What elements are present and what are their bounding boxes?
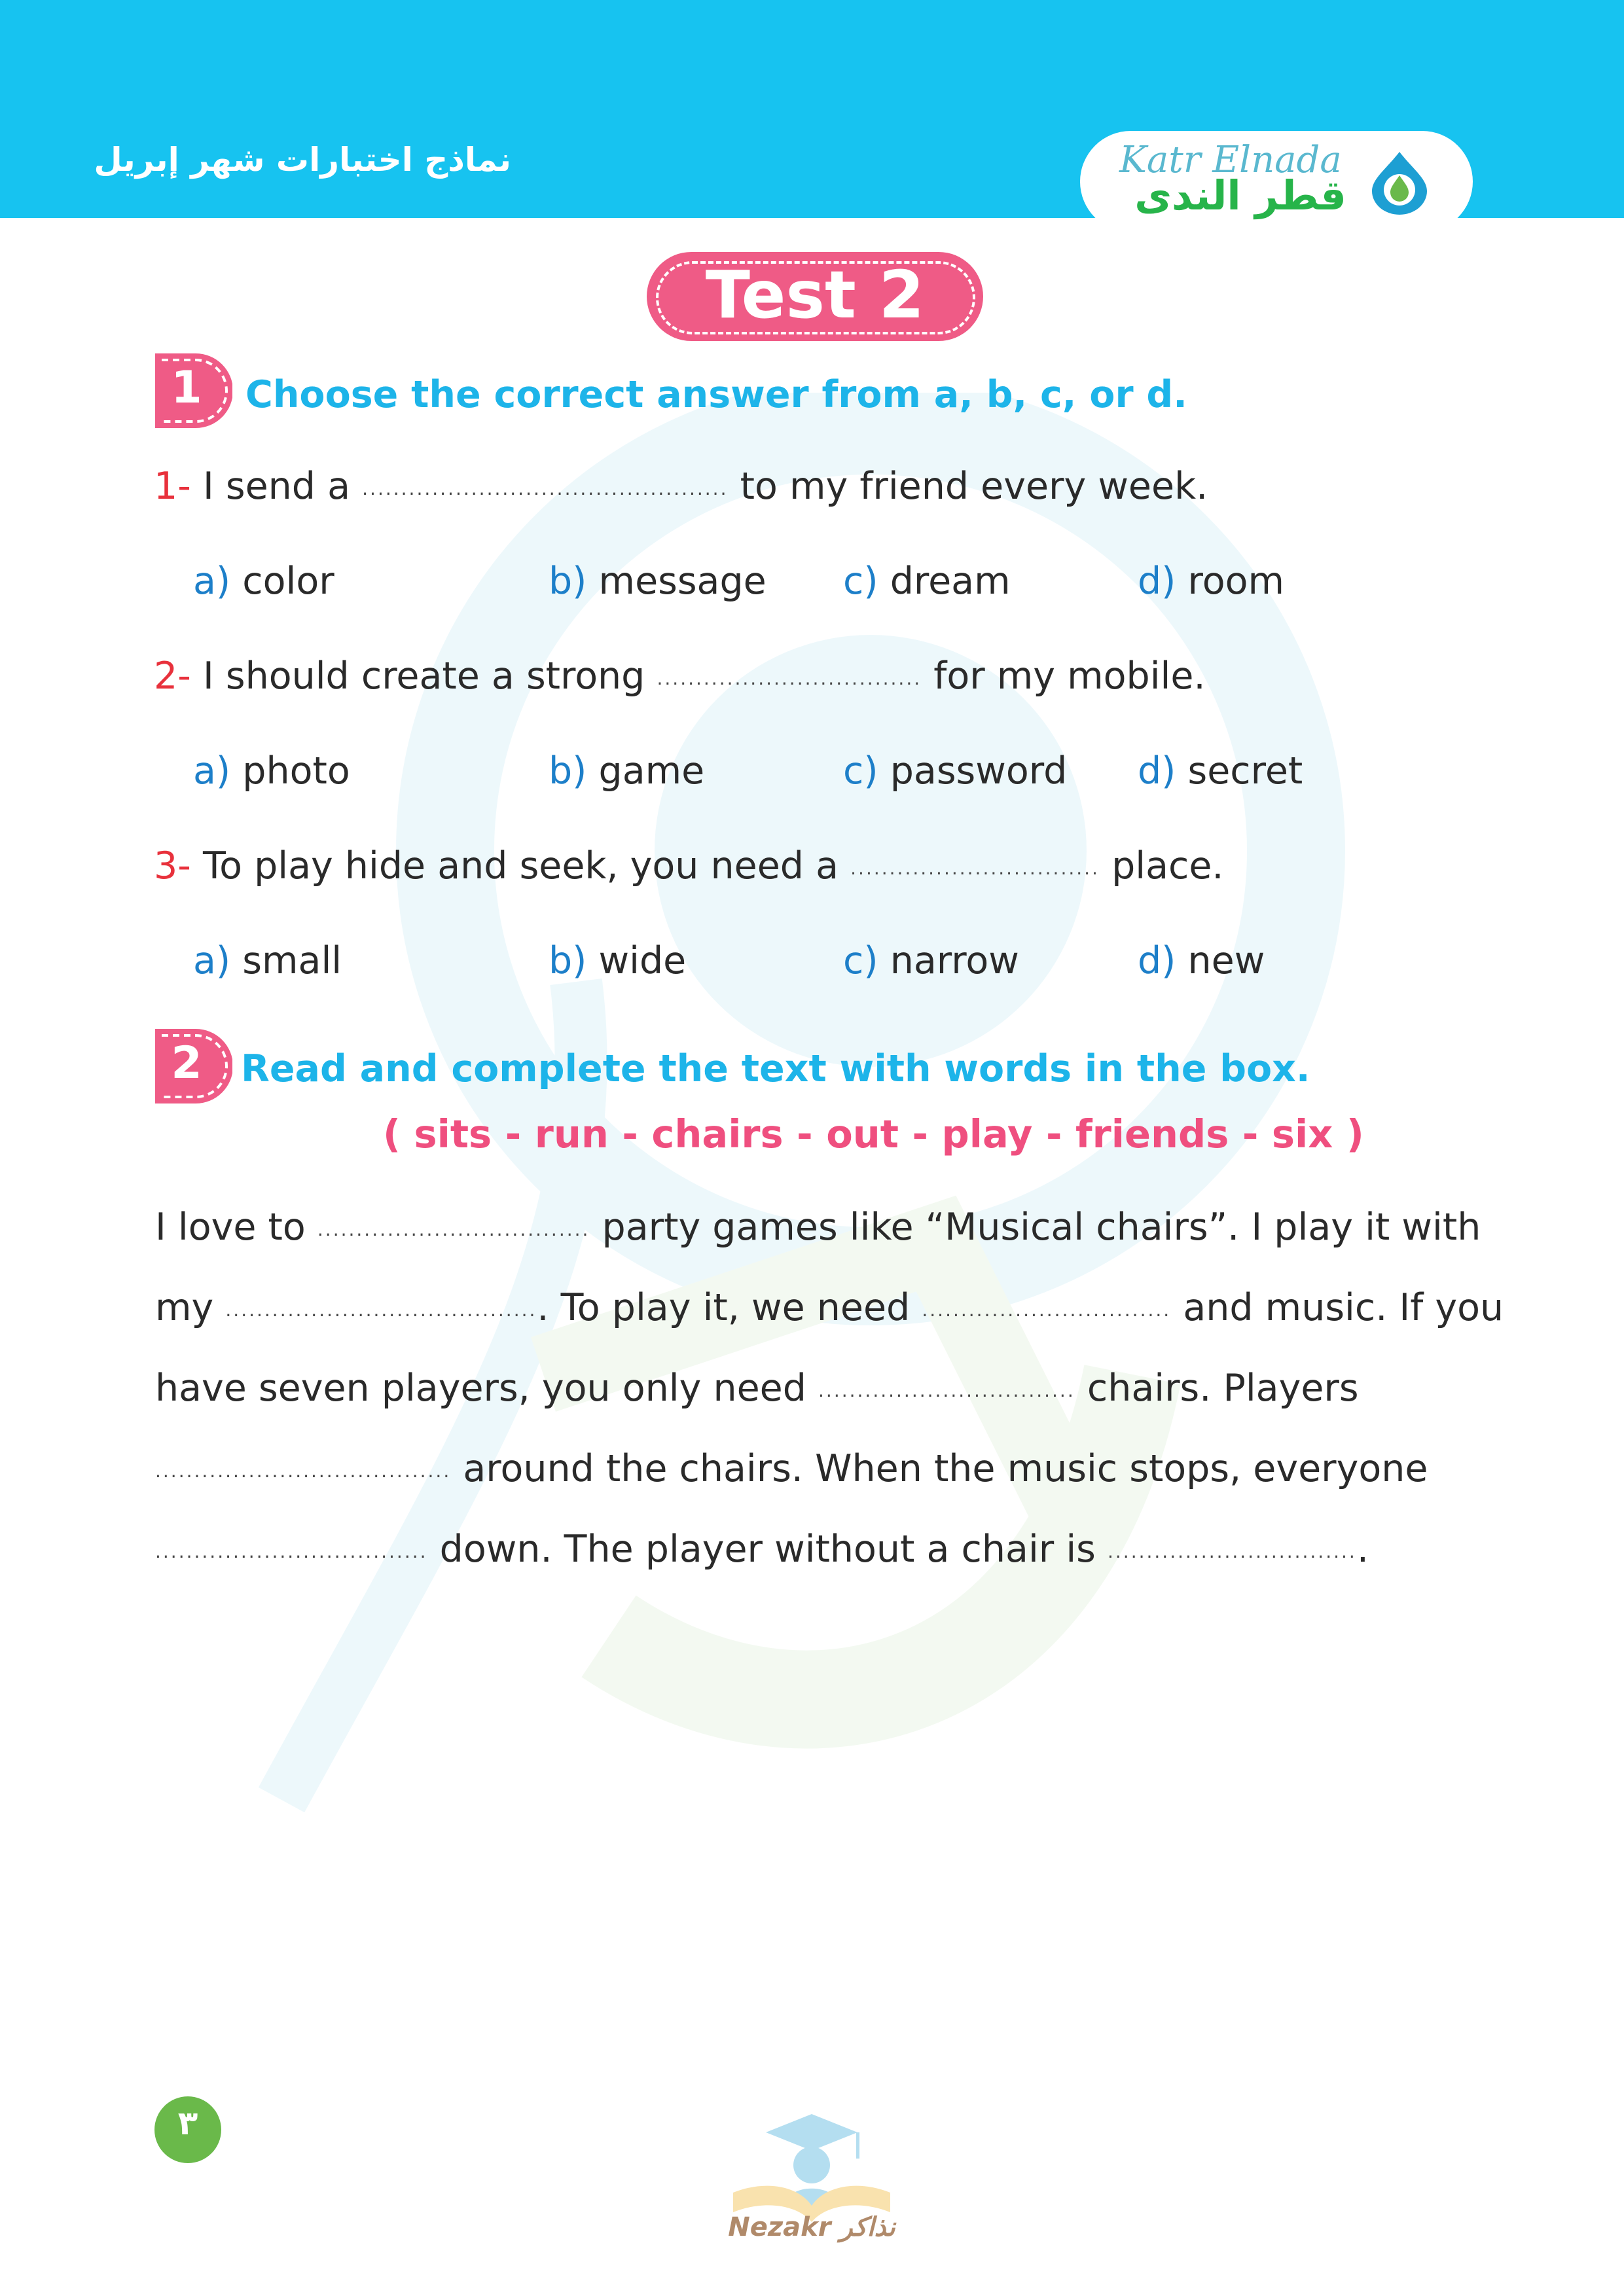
footer-brand: Nezakr نذاكر	[728, 2212, 895, 2242]
option-text: dream	[890, 560, 1011, 603]
paragraph-line-2	[155, 1286, 1504, 1329]
section-1-instruction: Choose the correct answer from a, b, c, or d.	[245, 373, 1187, 416]
answer-blank[interactable]: ......................................	[155, 1460, 452, 1482]
option-key: d)	[1138, 939, 1176, 982]
option-b[interactable]	[549, 939, 686, 982]
answer-blank[interactable]: .................................	[818, 1380, 1075, 1401]
option-text: message	[598, 560, 767, 603]
paragraph-line-5	[155, 1528, 1369, 1571]
paragraph-line-4	[155, 1447, 1428, 1490]
question-1	[154, 465, 1208, 508]
answer-blank[interactable]: ........................................	[225, 1299, 537, 1321]
option-b[interactable]	[549, 560, 767, 603]
option-b[interactable]	[549, 749, 704, 793]
question-text-before: I send a	[202, 465, 351, 508]
option-c[interactable]	[843, 560, 1011, 603]
answer-blank[interactable]: ...................................	[317, 1219, 590, 1240]
option-text: room	[1187, 560, 1285, 603]
section-1-number: 1	[171, 362, 202, 414]
question-number: 2-	[154, 655, 191, 698]
question-text-before: To play hide and seek, you need a	[202, 844, 839, 888]
paragraph-text: . To play it, we need	[537, 1286, 911, 1329]
option-text: color	[242, 560, 334, 603]
test-title: Test 2	[705, 257, 925, 333]
paragraph-line-3	[155, 1367, 1359, 1410]
option-key: b)	[549, 749, 587, 793]
option-key: a)	[193, 560, 231, 603]
paragraph-text: down. The player without a chair is	[439, 1528, 1096, 1571]
option-key: b)	[549, 560, 587, 603]
answer-blank[interactable]: ...............................................	[362, 478, 729, 499]
option-text: new	[1187, 939, 1265, 982]
option-key: d)	[1138, 749, 1176, 793]
logo-latin-text: Katr Elnada	[1119, 139, 1342, 181]
option-text: wide	[598, 939, 687, 982]
question-text-after: for my mobile.	[933, 655, 1206, 698]
graduate-book-icon	[707, 2108, 916, 2271]
option-key: d)	[1138, 560, 1176, 603]
option-text: game	[598, 749, 705, 793]
option-a[interactable]	[193, 560, 334, 603]
answer-blank[interactable]: ................................	[1108, 1541, 1357, 1562]
option-key: c)	[843, 939, 878, 982]
question-number: 3-	[154, 844, 191, 888]
paragraph-line-1	[155, 1206, 1481, 1249]
section-2-instruction: Read and complete the text with words in the box.	[241, 1047, 1310, 1090]
answer-blank[interactable]: ................................	[922, 1299, 1172, 1321]
question-text-before: I should create a strong	[202, 655, 645, 698]
paragraph-text: party games like “Musical chairs”. I play it with	[602, 1206, 1481, 1249]
paragraph-text: chairs. Players	[1087, 1367, 1359, 1410]
option-d[interactable]	[1138, 749, 1303, 793]
question-number: 1-	[154, 465, 191, 508]
option-c[interactable]	[843, 939, 1019, 982]
question-3	[154, 844, 1224, 888]
header-title: نماذج اختبارات شهر إبريل	[94, 141, 511, 179]
option-key: b)	[549, 939, 587, 982]
option-key: a)	[193, 939, 231, 982]
answer-blank[interactable]: ...................................	[155, 1541, 428, 1562]
paragraph-text: my	[155, 1286, 214, 1329]
option-text: small	[242, 939, 342, 982]
paragraph-text: around the chairs. When the music stops, everyone	[463, 1447, 1428, 1490]
question-2	[154, 655, 1206, 698]
section-2-number: 2	[171, 1037, 202, 1089]
paragraph-text: .	[1356, 1528, 1369, 1571]
option-d[interactable]	[1138, 560, 1284, 603]
option-key: a)	[193, 749, 231, 793]
option-text: photo	[242, 749, 350, 793]
option-key: c)	[843, 749, 878, 793]
option-a[interactable]	[193, 749, 350, 793]
word-box: ( sits - run - chairs - out - play - friends - six )	[383, 1111, 1364, 1157]
paragraph-text: and music. If you	[1183, 1286, 1504, 1329]
logo-arabic-text: قطر الندى	[1134, 171, 1346, 219]
paragraph-text: have seven players, you only need	[155, 1367, 806, 1410]
answer-blank[interactable]: ................................	[850, 857, 1100, 879]
option-key: c)	[843, 560, 878, 603]
option-text: password	[890, 749, 1068, 793]
option-d[interactable]	[1138, 939, 1265, 982]
question-text-after: to my friend every week.	[740, 465, 1208, 508]
option-text: secret	[1187, 749, 1303, 793]
answer-blank[interactable]: ..................................	[657, 668, 922, 689]
option-a[interactable]	[193, 939, 342, 982]
option-c[interactable]	[843, 749, 1067, 793]
page-number: ٣	[177, 2104, 198, 2142]
water-drop-icon	[1367, 149, 1432, 215]
question-text-after: place.	[1111, 844, 1224, 888]
paragraph-text: I love to	[155, 1206, 306, 1249]
option-text: narrow	[890, 939, 1019, 982]
